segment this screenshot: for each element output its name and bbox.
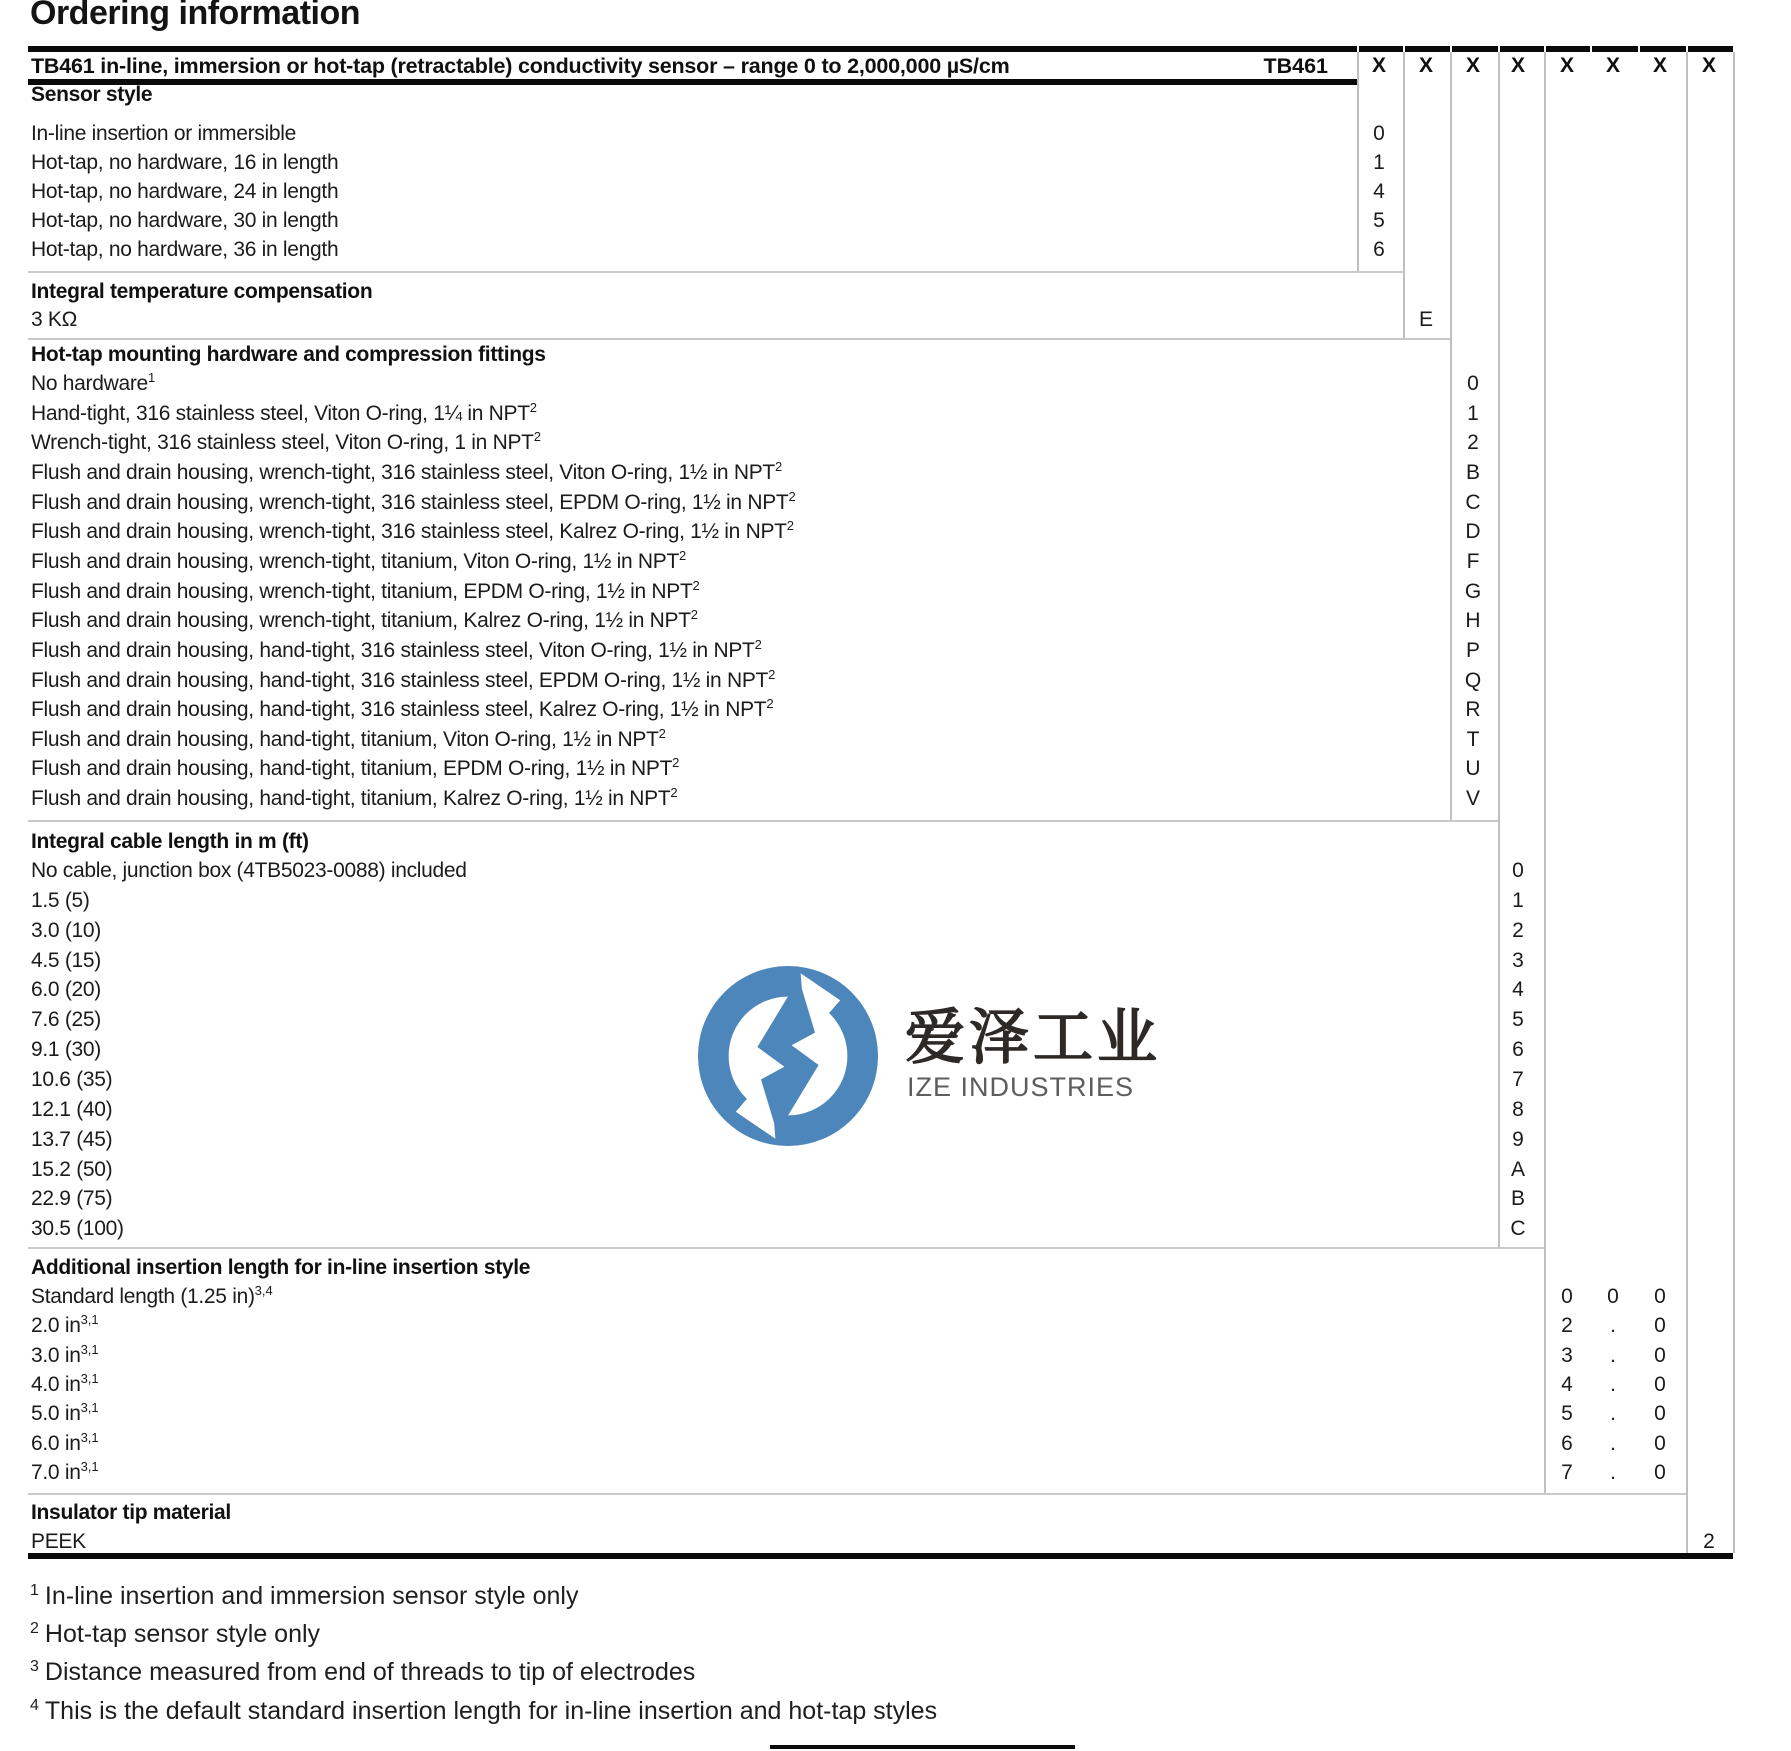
column-box-border <box>1733 52 1735 1553</box>
option-label: Hot-tap, no hardware, 24 in length <box>31 180 339 203</box>
code-placeholder: X <box>1652 54 1667 77</box>
option-code: 9 <box>1512 1128 1524 1151</box>
product-line-header: TB461 in-line, immersion or hot-tap (retractable) conductivity sensor – range 0 to 2,000,000 µS/cm <box>31 54 1010 78</box>
option-code: Q <box>1464 669 1482 692</box>
option-label: Flush and drain housing, wrench-tight, titanium, Kalrez O-ring, 1½ in NPT$^2$ <box>31 607 698 632</box>
option-code: . <box>1610 1344 1616 1367</box>
footnote-number: 2 <box>30 1619 39 1637</box>
option-label: 15.2 (50) <box>31 1158 113 1181</box>
column-box-border <box>1450 52 1452 820</box>
option-label: 6.0 in$^{3,1}$ <box>31 1430 99 1455</box>
code-placeholder: X <box>1371 54 1386 77</box>
option-code: 0 <box>1654 1432 1666 1455</box>
option-label: Wrench-tight, 316 stainless steel, Viton O-ring, 1 in NPT$^2$ <box>31 429 541 454</box>
option-code: 5 <box>1561 1402 1573 1425</box>
option-code: 7 <box>1512 1068 1524 1091</box>
option-label: 2.0 in$^{3,1}$ <box>31 1312 99 1337</box>
section-title: Insulator tip material <box>31 1501 231 1524</box>
section-separator <box>28 820 1498 822</box>
option-code: 6 <box>1561 1432 1573 1455</box>
model-code: TB461 <box>1263 54 1328 78</box>
option-label: Hand-tight, 316 stainless steel, Viton O-ring, 1¼ in NPT$^2$ <box>31 400 537 425</box>
footnote-marker: 2 <box>529 400 537 415</box>
footnote-marker: 2 <box>533 429 541 444</box>
option-code: . <box>1610 1461 1616 1484</box>
option-label: Flush and drain housing, wrench-tight, 316 stainless steel, EPDM O-ring, 1½ in NPT$^2$ <box>31 489 796 514</box>
option-code: C <box>1465 491 1481 514</box>
option-code: F <box>1466 550 1480 573</box>
watermark <box>698 966 1168 1156</box>
option-code: . <box>1610 1402 1616 1425</box>
table-top-rule-segment <box>1688 46 1733 52</box>
option-code: 3 <box>1561 1344 1573 1367</box>
footnote-marker: 2 <box>672 755 680 770</box>
code-placeholder: X <box>1701 54 1716 77</box>
table-top-rule-segment <box>1405 46 1450 52</box>
footnote-marker: 2 <box>679 548 687 563</box>
option-code: 0 <box>1654 1314 1666 1337</box>
footnote: $^2$ Hot-tap sensor style only <box>30 1619 321 1648</box>
option-label: Flush and drain housing, hand-tight, 316 stainless steel, Kalrez O-ring, 1½ in NPT$^2$ <box>31 696 774 721</box>
option-code: 8 <box>1512 1098 1524 1121</box>
option-label: Hot-tap, no hardware, 36 in length <box>31 238 339 261</box>
footnote: $^4$ This is the default standard insertion length for in-line insertion and hot-tap styles <box>30 1696 938 1725</box>
option-label: 22.9 (75) <box>31 1187 113 1210</box>
option-code: P <box>1465 639 1480 662</box>
option-code: 6 <box>1373 238 1385 261</box>
column-box-border <box>1544 52 1546 1493</box>
watermark-cn-text: 爱泽工业 <box>905 1004 1161 1071</box>
table-bottom-rule <box>28 1553 1733 1559</box>
option-code: E <box>1418 308 1433 331</box>
option-label: 13.7 (45) <box>31 1128 113 1151</box>
option-label: Flush and drain housing, hand-tight, titanium, Kalrez O-ring, 1½ in NPT$^2$ <box>31 785 678 810</box>
option-code: 3 <box>1512 949 1524 972</box>
option-code: U <box>1465 757 1481 780</box>
option-code: 7 <box>1561 1461 1573 1484</box>
option-label: In-line insertion or immersible <box>31 122 296 145</box>
option-code: B <box>1510 1187 1525 1210</box>
option-label: Flush and drain housing, wrench-tight, 316 stainless steel, Kalrez O-ring, 1½ in NPT$^2$ <box>31 518 794 543</box>
option-code: 0 <box>1373 122 1385 145</box>
section-title: Integral temperature compensation <box>31 280 373 303</box>
option-label: 6.0 (20) <box>31 978 101 1001</box>
table-top-rule-segment <box>1452 46 1498 52</box>
option-label: 5.0 in$^{3,1}$ <box>31 1400 99 1425</box>
option-code: 0 <box>1512 859 1524 882</box>
option-label: 3.0 in$^{3,1}$ <box>31 1342 99 1367</box>
ize-logo-icon <box>698 966 878 1146</box>
option-label: 1.5 (5) <box>31 889 90 912</box>
option-code: 0 <box>1607 1285 1619 1308</box>
footnote-marker: 2 <box>754 637 762 652</box>
option-code: 0 <box>1654 1373 1666 1396</box>
option-code: 1 <box>1467 402 1479 425</box>
footnote-marker: 2 <box>658 726 666 741</box>
option-code: 4 <box>1373 180 1385 203</box>
option-label: 4.0 in$^{3,1}$ <box>31 1371 99 1396</box>
option-label: 7.6 (25) <box>31 1008 101 1031</box>
option-code: 4 <box>1512 978 1524 1001</box>
option-code: V <box>1465 787 1480 810</box>
code-placeholder: X <box>1510 54 1525 77</box>
option-label: Flush and drain housing, hand-tight, 316 stainless steel, Viton O-ring, 1½ in NPT$^2$ <box>31 637 762 662</box>
column-box-border <box>1403 52 1405 338</box>
option-label: Hot-tap, no hardware, 16 in length <box>31 151 339 174</box>
footnote-marker: 2 <box>788 489 796 504</box>
option-code: 0 <box>1654 1461 1666 1484</box>
option-code: G <box>1464 580 1482 603</box>
section-title: Hot-tap mounting hardware and compression fittings <box>31 343 546 366</box>
section-title: Additional insertion length for in-line insertion style <box>31 1256 531 1279</box>
footnote-marker: 3,4 <box>254 1283 273 1298</box>
option-label: No cable, junction box (4TB5023-0088) included <box>31 859 467 882</box>
option-code: . <box>1610 1432 1616 1455</box>
option-code: 6 <box>1512 1038 1524 1061</box>
option-code: 2 <box>1467 431 1479 454</box>
footnote: $^1$ In-line insertion and immersion sensor style only <box>30 1581 579 1610</box>
section-separator <box>28 1247 1544 1249</box>
footnote-marker: 2 <box>766 696 774 711</box>
column-box-border <box>1686 52 1688 1553</box>
page-bottom-rule <box>770 1745 1075 1749</box>
option-code: 1 <box>1512 889 1524 912</box>
option-code: 5 <box>1373 209 1385 232</box>
option-code: 2 <box>1561 1314 1573 1337</box>
option-code: 0 <box>1654 1344 1666 1367</box>
option-label: Flush and drain housing, hand-tight, 316 stainless steel, EPDM O-ring, 1½ in NPT$^2$ <box>31 667 776 692</box>
option-label: Hot-tap, no hardware, 30 in length <box>31 209 339 232</box>
footnote-marker: 3,1 <box>80 1312 99 1327</box>
section-separator <box>28 271 1403 273</box>
option-label: No hardware$^1$ <box>31 370 156 395</box>
footnote-marker: 2 <box>774 459 783 474</box>
option-code: 0 <box>1654 1402 1666 1425</box>
footnote-number: 3 <box>30 1657 39 1675</box>
option-label: 30.5 (100) <box>31 1217 124 1240</box>
option-label: Standard length (1.25 in)$^{3,4}$ <box>31 1283 273 1308</box>
option-label: 10.6 (35) <box>31 1068 113 1091</box>
table-top-rule-segment <box>1592 46 1638 52</box>
option-code: H <box>1465 609 1481 632</box>
footnote-marker: 3,1 <box>80 1371 99 1386</box>
option-label: PEEK <box>31 1530 86 1553</box>
option-code: 2 <box>1512 919 1524 942</box>
code-placeholder: X <box>1418 54 1433 77</box>
option-code: . <box>1610 1373 1616 1396</box>
header-underline <box>28 79 1357 85</box>
section-separator <box>28 1493 1686 1495</box>
option-label: Flush and drain housing, hand-tight, titanium, EPDM O-ring, 1½ in NPT$^2$ <box>31 755 680 780</box>
option-label: 3 KΩ <box>31 308 78 331</box>
option-code: 2 <box>1703 1530 1715 1553</box>
code-placeholder: X <box>1465 54 1480 77</box>
option-code: . <box>1610 1314 1616 1337</box>
option-label: Flush and drain housing, wrench-tight, titanium, EPDM O-ring, 1½ in NPT$^2$ <box>31 578 700 603</box>
option-code: D <box>1465 520 1481 543</box>
footnote: $^3$ Distance measured from end of threads to tip of electrodes <box>30 1657 696 1686</box>
option-label: Flush and drain housing, wrench-tight, 316 stainless steel, Viton O-ring, 1½ in NPT$^2$ <box>31 459 783 484</box>
option-code: R <box>1465 698 1481 721</box>
footnote-marker: 2 <box>670 785 678 800</box>
option-label: 12.1 (40) <box>31 1098 113 1121</box>
code-placeholder: X <box>1559 54 1574 77</box>
footnote-marker: 2 <box>692 578 700 593</box>
option-label: Flush and drain housing, hand-tight, titanium, Viton O-ring, 1½ in NPT$^2$ <box>31 726 666 751</box>
option-code: A <box>1510 1158 1525 1181</box>
code-placeholder: X <box>1605 54 1620 77</box>
page-title: Ordering information <box>30 0 360 32</box>
option-label: 9.1 (30) <box>31 1038 101 1061</box>
footnote-marker: 1 <box>147 370 156 385</box>
table-top-rule <box>28 46 1357 52</box>
option-label: 4.5 (15) <box>31 949 101 972</box>
option-code: B <box>1465 461 1480 484</box>
option-code: C <box>1510 1217 1526 1240</box>
option-label: Flush and drain housing, wrench-tight, titanium, Viton O-ring, 1½ in NPT$^2$ <box>31 548 687 573</box>
footnote-number: 1 <box>30 1581 39 1599</box>
option-code: 4 <box>1561 1373 1573 1396</box>
option-code: 5 <box>1512 1008 1524 1031</box>
table-top-rule-segment <box>1546 46 1590 52</box>
watermark-en-text: IZE INDUSTRIES <box>907 1072 1135 1102</box>
footnote-marker: 3,1 <box>80 1342 99 1357</box>
section-title: Sensor style <box>31 83 153 106</box>
option-code: T <box>1466 728 1480 751</box>
section-separator <box>28 338 1450 340</box>
option-label: 3.0 (10) <box>31 919 101 942</box>
option-label: 7.0 in$^{3,1}$ <box>31 1459 99 1484</box>
table-top-rule-segment <box>1500 46 1544 52</box>
footnote-marker: 2 <box>786 518 794 533</box>
table-top-rule-segment <box>1359 46 1403 52</box>
footnote-marker: 2 <box>768 667 776 682</box>
option-code: 0 <box>1561 1285 1573 1308</box>
option-code: 0 <box>1654 1285 1666 1308</box>
footnote-marker: 3,1 <box>80 1459 99 1474</box>
option-code: 0 <box>1467 372 1479 395</box>
footnote-marker: 2 <box>690 607 698 622</box>
option-code: 1 <box>1373 151 1385 174</box>
section-title: Integral cable length in m (ft) <box>31 830 309 853</box>
footnote-number: 4 <box>30 1696 39 1714</box>
footnote-marker: 3,1 <box>80 1430 99 1445</box>
footnote-marker: 3,1 <box>80 1400 99 1415</box>
table-top-rule-segment <box>1640 46 1686 52</box>
